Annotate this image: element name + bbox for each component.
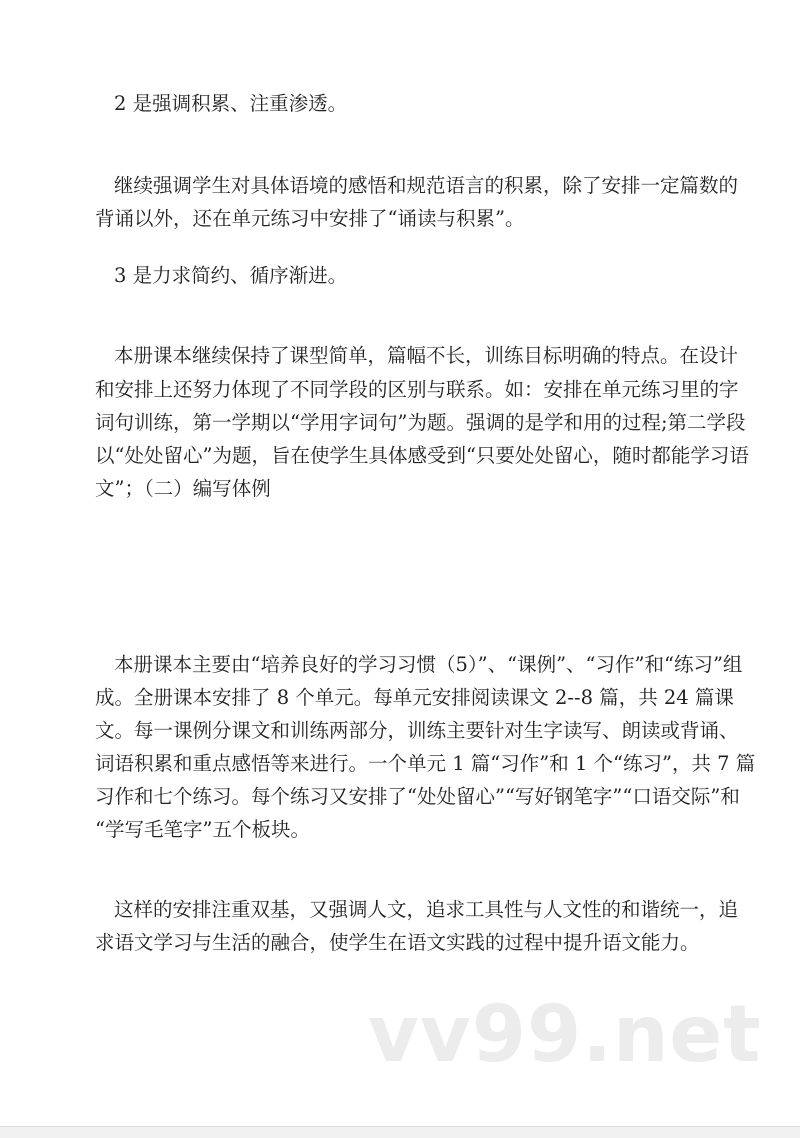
- paragraph-line: 求语文学习与生活的融合，使学生在语文实践的过程中提升语文能力。: [95, 931, 700, 954]
- watermark: vv99.net: [368, 990, 762, 1080]
- heading-2: 2 是强调积累、注重渗透。: [114, 92, 348, 115]
- paragraph-line: 词语积累和重点感悟等来进行。一个单元 1 篇“习作”和 1 个“练习”，共 7 篇: [95, 752, 756, 775]
- paragraph-line: 这样的安排注重双基，又强调人文，追求工具性与人文性的和谐统一，追: [114, 898, 739, 921]
- paragraph-line: 和安排上还努力体现了不同学段的区别与联系。如：安排在单元练习里的字: [95, 378, 739, 401]
- paragraph-line: 本册课本主要由“培养良好的学习习惯（5）”、“课例”、“习作”和“练习”组: [114, 653, 743, 676]
- paragraph-line: 继续强调学生对具体语境的感悟和规范语言的积累，除了安排一定篇数的: [114, 174, 739, 197]
- paragraph-line: 以“处处留心”为题，旨在使学生具体感受到“只要处处留心，随时都能学习语: [95, 444, 749, 467]
- page-bottom-edge: [0, 1126, 800, 1138]
- paragraph-line: 习作和七个练习。每个练习又安排了“处处留心”“写好钢笔字”“口语交际”和: [95, 785, 740, 808]
- paragraph-line: 本册课本继续保持了课型简单，篇幅不长，训练目标明确的特点。在设计: [114, 344, 739, 367]
- paragraph-line: “学写毛笔字”五个板块。: [95, 818, 310, 841]
- paragraph-line: 文”；（二）编写体例: [95, 477, 271, 500]
- paragraph-line: 词句训练，第一学期以“学用字词句”为题。强调的是学和用的过程;第二学段: [95, 411, 746, 434]
- paragraph-line: 成。全册课本安排了 8 个单元。每单元安排阅读课文 2--8 篇，共 24 篇课: [95, 686, 734, 709]
- paragraph-line: 背诵以外，还在单元练习中安排了“诵读与积累”。: [95, 207, 525, 230]
- paragraph-line: 文。每一课例分课文和训练两部分，训练主要针对生字读写、朗读或背诵、: [95, 719, 739, 742]
- heading-3: 3 是力求简约、循序渐进。: [114, 264, 348, 287]
